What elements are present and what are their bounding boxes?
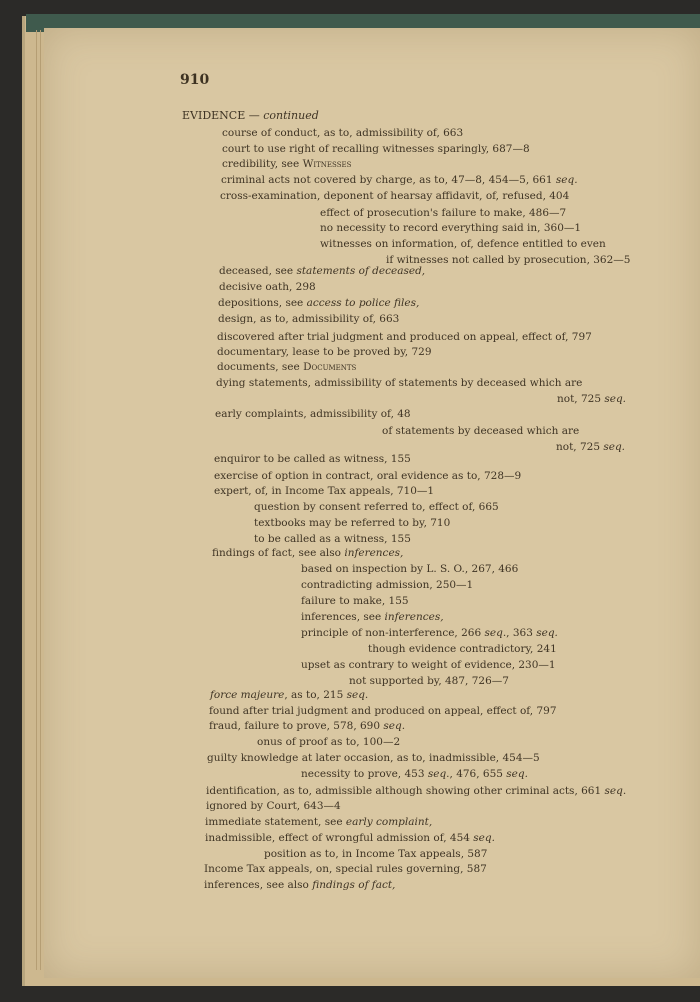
index-entry: court to use right of recalling witnesses sparingly, 687—8 xyxy=(222,143,530,155)
index-entry: enquiror to be called as witness, 155 xyxy=(214,453,411,465)
index-entry: course of conduct, as to, admissibility of, 663 xyxy=(222,127,464,139)
index-entry: position as to, in Income Tax appeals, 587 xyxy=(264,848,488,860)
page-number: 910 xyxy=(180,72,210,88)
index-entry: inferences, see also findings of fact, xyxy=(204,879,396,891)
index-entry: ignored by Court, 643—4 xyxy=(206,800,341,812)
index-entry: criminal acts not covered by charge, as to, 47—8, 454—5, 661 seq. xyxy=(221,174,578,186)
page-edge-line xyxy=(40,30,41,970)
index-entry: fraud, failure to prove, 578, 690 seq. xyxy=(209,720,406,732)
heading-dash: — xyxy=(245,109,264,122)
index-entry: expert, of, in Income Tax appeals, 710—1 xyxy=(214,485,435,497)
index-entry: textbooks may be referred to by, 710 xyxy=(254,517,451,529)
index-entry: contradicting admission, 250—1 xyxy=(301,579,474,591)
page-edge-line xyxy=(36,30,37,970)
index-entry: no necessity to record everything said in, 360—1 xyxy=(320,222,582,234)
index-entry: based on inspection by L. S. O., 267, 466 xyxy=(301,563,519,575)
heading-continued: continued xyxy=(263,109,319,122)
index-entry: cross-examination, deponent of hearsay affidavit, of, refused, 404 xyxy=(220,190,570,202)
index-entry: of statements by deceased which are xyxy=(382,425,580,437)
index-entry: witnesses on information, of, defence entitled to even xyxy=(320,238,606,250)
index-entry: dying statements, admissibility of statements by deceased which are xyxy=(216,377,583,389)
index-entry: onus of proof as to, 100—2 xyxy=(257,736,401,748)
index-entry: failure to make, 155 xyxy=(301,595,409,607)
index-entry: immediate statement, see early complaint, xyxy=(205,816,433,828)
index-entry: to be called as a witness, 155 xyxy=(254,533,411,545)
index-entry: principle of non-interference, 266 seq., 363 seq. xyxy=(301,627,558,639)
index-entry: documents, see Documents xyxy=(217,361,357,373)
index-entry: exercise of option in contract, oral evidence as to, 728—9 xyxy=(214,470,522,482)
index-entry: decisive oath, 298 xyxy=(219,281,316,293)
index-entry: inadmissible, effect of wrongful admission of, 454 seq. xyxy=(205,832,495,844)
index-entry: necessity to prove, 453 seq., 476, 655 seq. xyxy=(301,768,528,780)
index-heading xyxy=(182,109,319,123)
index-entry: not, 725 seq. xyxy=(556,441,626,453)
index-entry: force majeure, as to, 215 seq. xyxy=(210,689,369,701)
index-entry: credibility, see Witnesses xyxy=(222,158,352,170)
index-entry: found after trial judgment and produced on appeal, effect of, 797 xyxy=(209,705,557,717)
index-entry: findings of fact, see also inferences, xyxy=(212,547,404,559)
index-entry: identification, as to, admissible although showing other criminal acts, 661 seq. xyxy=(206,785,627,797)
index-entry: effect of prosecution's failure to make, 486—7 xyxy=(320,207,567,219)
index-entry: not, 725 seq. xyxy=(557,393,627,405)
index-entry: question by consent referred to, effect of, 665 xyxy=(254,501,499,513)
index-entry: inferences, see inferences, xyxy=(301,611,444,623)
index-entry: though evidence contradictory, 241 xyxy=(368,643,557,655)
index-entry: Income Tax appeals, on, special rules governing, 587 xyxy=(204,863,487,875)
index-entry: depositions, see access to police files, xyxy=(218,297,420,309)
index-entry: early complaints, admissibility of, 48 xyxy=(215,408,411,420)
index-entry: guilty knowledge at later occasion, as to, inadmissible, 454—5 xyxy=(207,752,540,764)
index-entry: documentary, lease to be proved by, 729 xyxy=(217,346,432,358)
heading-term: EVIDENCE xyxy=(182,109,246,122)
index-entry: deceased, see statements of deceased, xyxy=(219,265,426,277)
index-entry: not supported by, 487, 726—7 xyxy=(349,675,509,687)
index-entry: if witnesses not called by prosecution, 362—5 xyxy=(386,254,631,266)
index-entry: upset as contrary to weight of evidence, 230—1 xyxy=(301,659,556,671)
index-entry: design, as to, admissibility of, 663 xyxy=(218,313,400,325)
index-entry: discovered after trial judgment and produced on appeal, effect of, 797 xyxy=(217,331,592,343)
